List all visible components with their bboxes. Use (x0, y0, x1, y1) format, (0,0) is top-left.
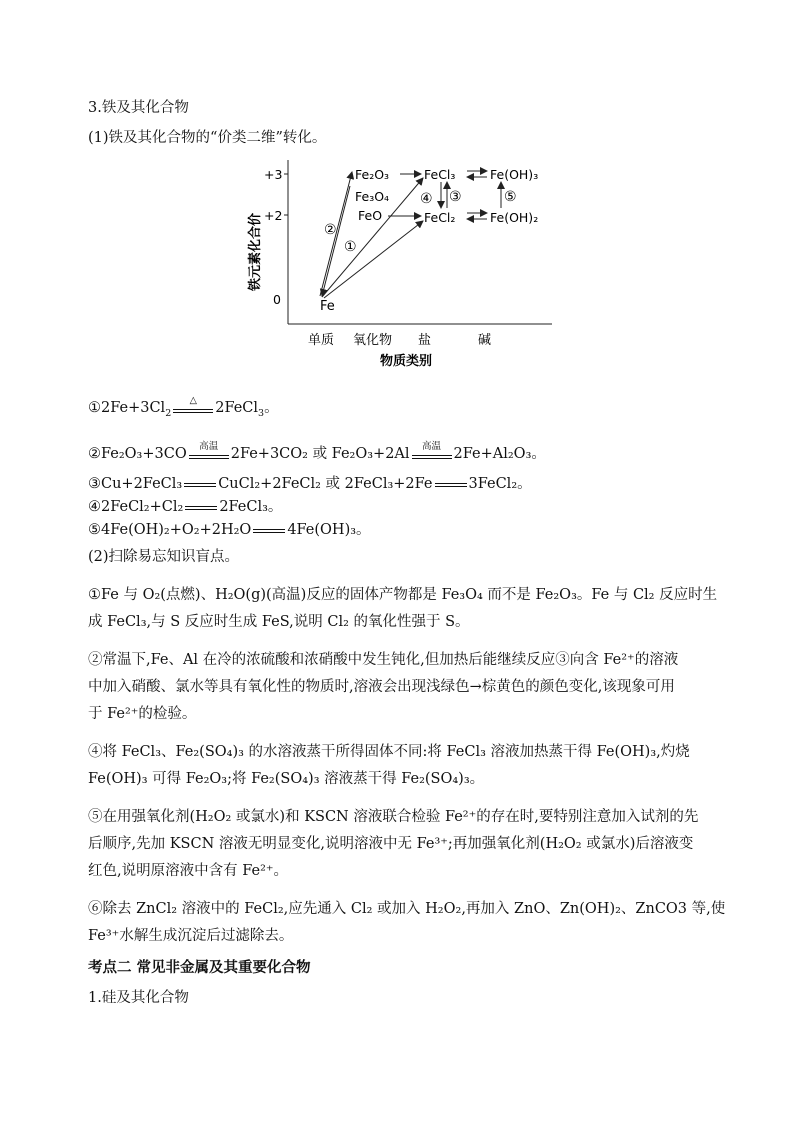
section-heading-silicon: 1.硅及其化合物 (88, 990, 189, 1006)
high-temp-label: 高温 (199, 441, 219, 452)
paragraph-line: Fe³⁺水解生成沉淀后过滤除去。 (88, 928, 294, 944)
equals-sign (182, 474, 218, 494)
reaction-marker-4: ④ (420, 191, 433, 207)
equals-sign (251, 520, 287, 540)
paragraph-line: ①Fe 与 O₂(点燃)、H₂O(g)(高温)反应的固体产物都是 Fe₃O₄ 而不是 Fe₂O₃。Fe 与 Cl₂ 反应时生 (88, 587, 718, 603)
equation-text: 2Fe+3CO₂ 或 Fe₂O₃+2Al (230, 446, 410, 462)
y-tick-label: +2 (264, 208, 283, 223)
species-fe3o4: Fe₃O₄ (355, 189, 390, 204)
equation-text: 2FeCl (215, 400, 259, 416)
species-feo: FeO (358, 208, 383, 223)
equation-text: ①2Fe+3Cl (88, 400, 166, 416)
paragraph-line: ⑥除去 ZnCl₂ 溶液中的 FeCl₂,应先通入 Cl₂ 或加入 H₂O₂,再加入 ZnO、Zn(OH)₂、ZnCO3 等,使 (88, 901, 726, 917)
x-tick-label: 氧化物 (353, 333, 393, 348)
subscript: 2 (165, 407, 172, 419)
paragraph-line: ⑤在用强氧化剂(H₂O₂ 或氯水)和 KSCN 溶液联合检验 Fe²⁺的存在时,要特别注意加入试剂的先 (88, 809, 699, 825)
y-tick-label: 0 (273, 292, 281, 307)
x-axis-label: 物质类别 (380, 354, 433, 369)
reaction-marker-2: ② (324, 222, 337, 238)
reaction-marker-3: ③ (449, 189, 462, 205)
equation-5 (88, 520, 371, 540)
equation-3 (88, 474, 532, 494)
subscript: 3 (258, 407, 265, 419)
paragraph-line: 红色,说明原溶液中含有 Fe²⁺。 (88, 863, 289, 879)
exam-point-heading: 考点二 常见非金属及其重要化合物 (88, 959, 311, 976)
equation-text: CuCl₂+2FeCl₂ 或 2FeCl₃+2Fe (218, 476, 433, 492)
high-temp-label: 高温 (422, 441, 442, 452)
subheading-knowledge-points: (2)扫除易忘知识盲点。 (88, 549, 240, 565)
equation-2 (88, 441, 546, 464)
x-tick-label: 盐 (418, 333, 432, 348)
reaction-marker-5: ⑤ (504, 189, 517, 205)
condition-high-temp (187, 441, 231, 464)
paragraph-line: 中加入硝酸、氯水等具有氧化性的物质时,溶液会出现浅绿色→棕黄色的颜色变化,该现象可用 (88, 679, 675, 695)
equation-4 (88, 497, 282, 517)
species-fecl3: FeCl₃ (424, 167, 456, 182)
equation-text: ③Cu+2FeCl₃ (88, 476, 183, 492)
reaction-marker-1: ① (344, 239, 357, 255)
subheading-valence-diagram: (1)铁及其化合物的“价类二维”转化。 (88, 130, 327, 146)
paragraph-line: ④将 FeCl₃、Fe₂(SO₄)₃ 的水溶液蒸干所得固体不同:将 FeCl₃ 溶液加热蒸干得 Fe(OH)₃,灼烧 (88, 744, 690, 760)
equation-text: 3FeCl₂。 (468, 476, 532, 492)
paragraph-line: ②常温下,Fe、Al 在冷的浓硫酸和浓硝酸中发生钝化,但加热后能继续反应③向含 Fe²⁺的溶液 (88, 652, 679, 668)
y-axis-label: 铁元素化合价 (248, 212, 263, 291)
equation-text: 2Fe+Al₂O₃。 (453, 446, 546, 462)
x-tick-label: 碱 (478, 333, 492, 348)
condition-heat (171, 395, 215, 418)
species-fe: Fe (320, 299, 335, 314)
equals-sign (433, 474, 469, 494)
equation-text: ⑤4Fe(OH)₂+O₂+2H₂O (88, 522, 252, 538)
paragraph-line: 成 FeCl₃,与 S 反应时生成 FeS,说明 Cl₂ 的氧化性强于 S。 (88, 614, 470, 630)
heat-symbol: △ (189, 395, 197, 406)
equation-text: ②Fe₂O₃+3CO (88, 446, 187, 462)
equation-text: ④2FeCl₂+Cl₂ (88, 499, 184, 515)
species-feoh3: Fe(OH)₃ (490, 167, 539, 182)
section-heading-iron: 3.铁及其化合物 (88, 100, 189, 116)
equals-sign (183, 497, 219, 517)
equation-1 (88, 395, 279, 424)
condition-high-temp (410, 441, 454, 464)
paragraph-line: 于 Fe²⁺的检验。 (88, 706, 197, 722)
x-tick-label: 单质 (308, 333, 335, 348)
equation-text: 4Fe(OH)₃。 (287, 522, 371, 538)
species-fe2o3: Fe₂O₃ (355, 167, 390, 182)
y-tick-label: +3 (264, 167, 283, 182)
species-fecl2: FeCl₂ (424, 210, 456, 225)
species-feoh2: Fe(OH)₂ (490, 210, 539, 225)
paragraph-line: 后顺序,先加 KSCN 溶液无明显变化,说明溶液中无 Fe³⁺;再加强氧化剂(H₂O₂ 或氯水)后溶液变 (88, 836, 694, 852)
valence-class-diagram (240, 156, 560, 374)
equation-text: 2FeCl₃。 (219, 499, 283, 515)
equation-text: 。 (264, 400, 279, 416)
arrow-fe-to-fecl2 (324, 221, 423, 298)
paragraph-line: Fe(OH)₃ 可得 Fe₂O₃;将 Fe₂(SO₄)₃ 溶液蒸干得 Fe₂(SO₄)₃。 (88, 771, 485, 787)
